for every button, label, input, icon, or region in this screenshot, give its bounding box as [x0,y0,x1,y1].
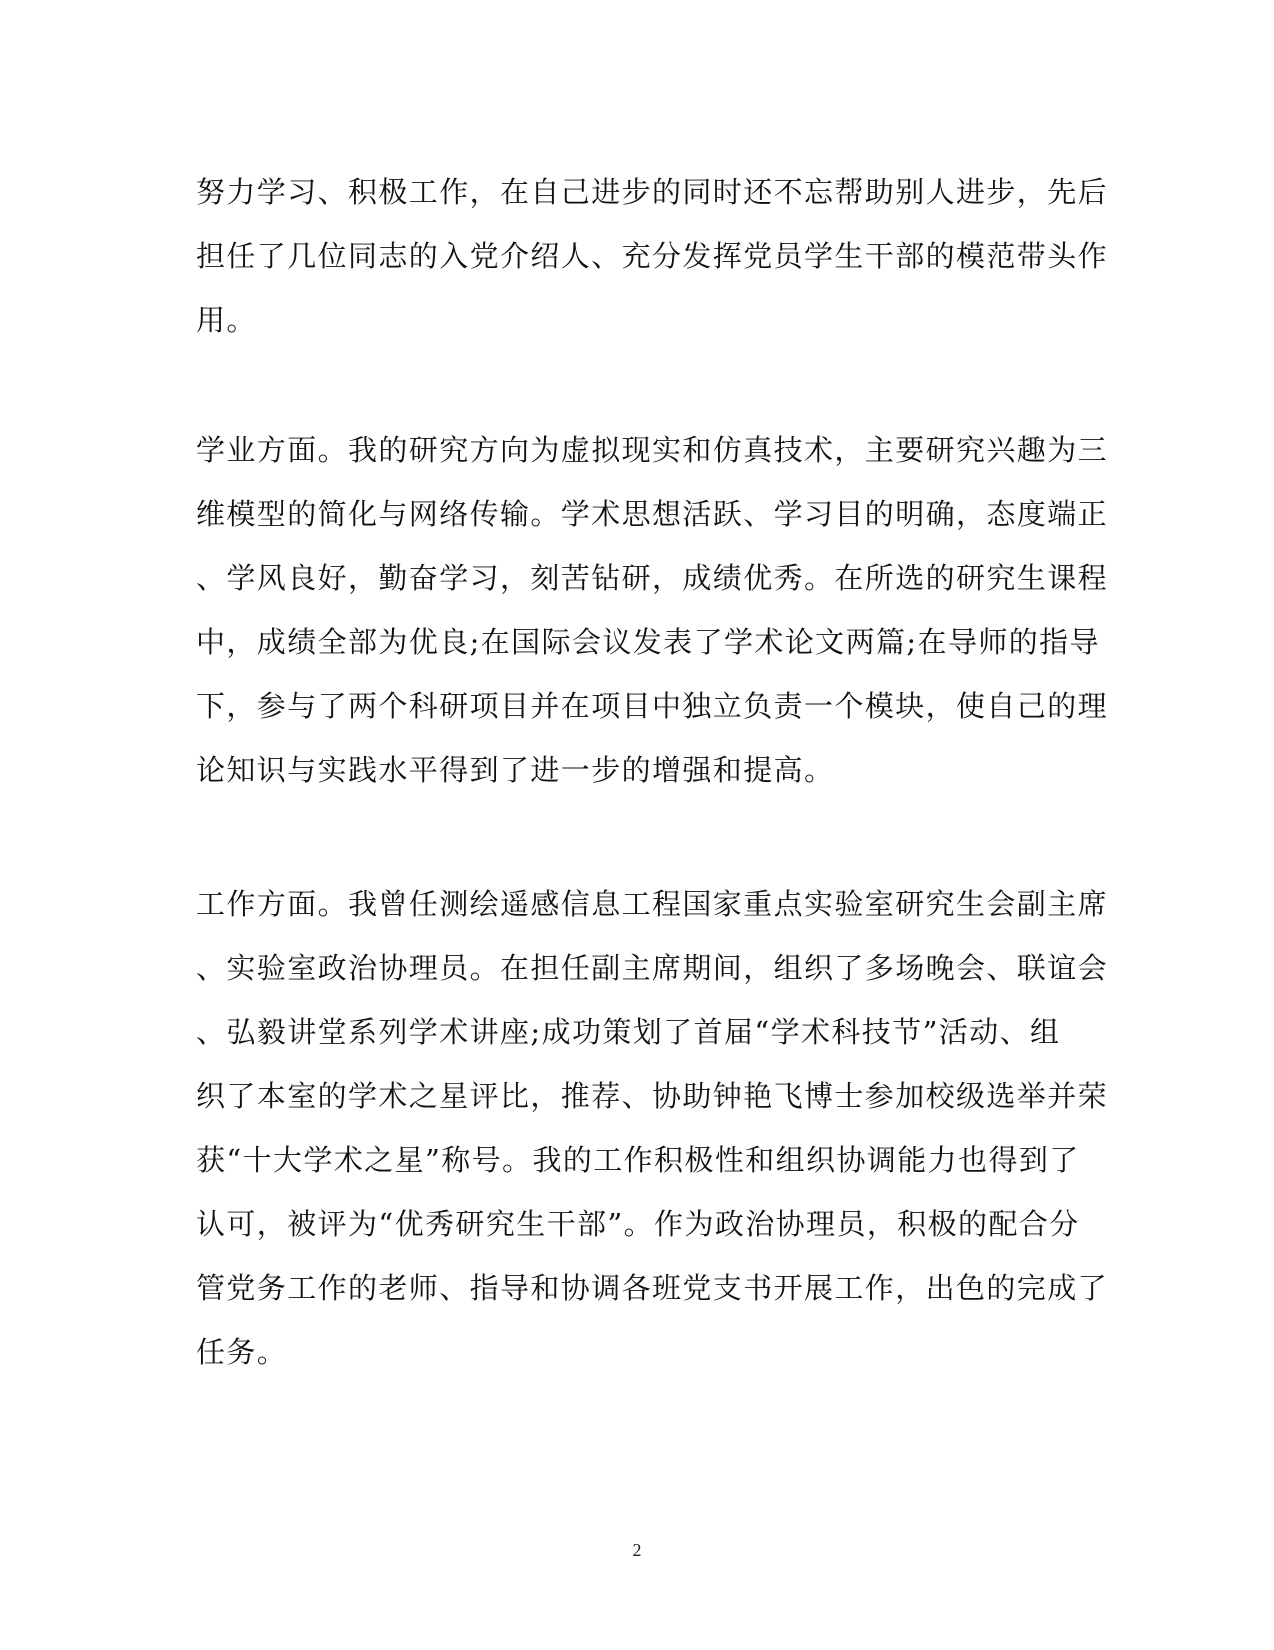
page-number: 2 [632,1540,642,1560]
text-line: 认可，被评为“优秀研究生干部”。作为政治协理员，积极的配合分 [196,1207,1080,1241]
text-line: 下，参与了两个科研项目并在项目中独立负责一个模块，使自己的理 [196,689,1109,723]
text-line: 、学风良好，勤奋学习，刻苦钻研，成绩优秀。在所选的研究生课程 [196,561,1109,595]
text-line: 、实验室政治协理员。在担任副主席期间，组织了多场晚会、联谊会 [196,951,1109,985]
text-line: 织了本室的学术之星评比，推荐、协助钟艳飞博士参加校级选举并荣 [196,1079,1109,1113]
text-line: 中，成绩全部为优良;在国际会议发表了学术论文两篇;在导师的指导 [196,625,1100,659]
text-line: 任务。 [196,1335,288,1369]
text-line: 学业方面。我的研究方向为虚拟现实和仿真技术，主要研究兴趣为三 [196,433,1109,467]
text-line: 担任了几位同志的入党介绍人、充分发挥党员学生干部的模范带头作 [196,239,1109,273]
text-line: 获“十大学术之星”称号。我的工作积极性和组织协调能力也得到了 [196,1143,1080,1177]
text-line: 用。 [196,303,257,337]
paragraph-party-work [196,160,1109,352]
text-line: 维模型的简化与网络传输。学术思想活跃、学习目的明确，态度端正 [196,497,1109,531]
text-line: 论知识与实践水平得到了进一步的增强和提高。 [196,753,835,787]
text-line: 工作方面。我曾任测绘遥感信息工程国家重点实验室研究生会副主席 [196,887,1109,921]
paragraph-academics [196,418,1109,802]
paragraph-work [196,872,1109,1384]
text-line: 管党务工作的老师、指导和协调各班党支书开展工作，出色的完成了 [196,1271,1109,1305]
text-line: 努力学习、积极工作，在自己进步的同时还不忘帮助别人进步，先后 [196,175,1109,209]
text-line: 、弘毅讲堂系列学术讲座;成功策划了首届“学术科技节”活动、组 [196,1015,1061,1049]
